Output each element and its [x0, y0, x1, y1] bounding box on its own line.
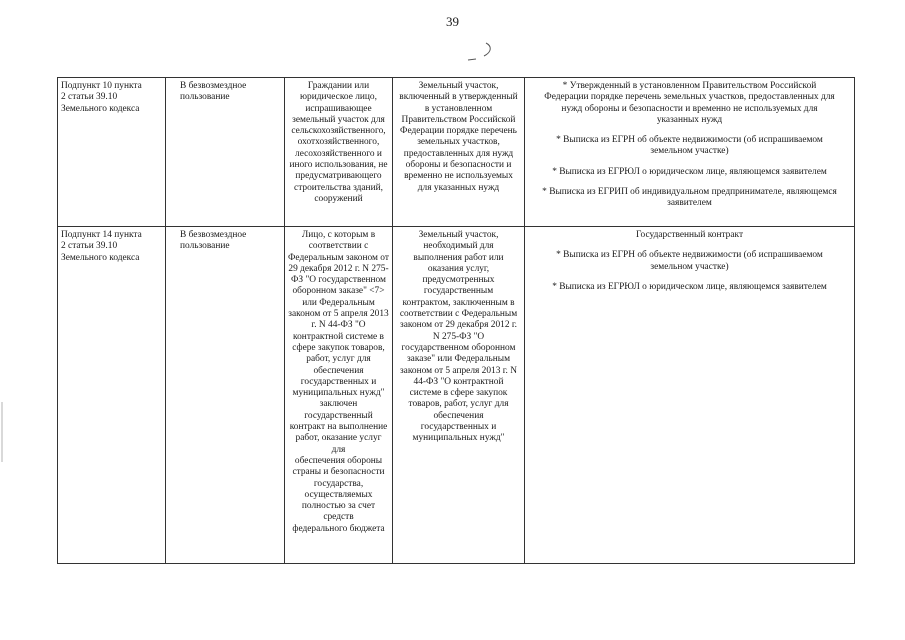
applicant-text: Граждании или юридическое лицо, испрашивающее земельный участок для сельскохозяйственного, охотхозяйственного, лесохозяйственного и иного использования, не предусматривающего строительства зданий, сооружений — [289, 81, 388, 204]
handwritten-mark — [462, 40, 502, 64]
document-item: * Выписка из ЕГРИП об индивидуальном предпринимателе, являющемся заявителем — [542, 187, 837, 209]
table-row — [58, 78, 855, 227]
page-number: 39 — [446, 14, 459, 29]
table-cell-basis — [58, 78, 166, 227]
right-type-text: В безвозмездное пользование — [180, 230, 247, 252]
table-cell-basis — [58, 227, 166, 564]
land-plot-text: Земельный участок, необходимый для выполнения работ или оказания услуг, предусмотренных государственным контрактом, заключенным в соответствии с Федеральным законом от 29 декабря 2012 г. N 275-ФЗ "О государственном оборонном заказе" или Федеральным законом от 5 апреля 2013 г. N 44-ФЗ "О контрактной системе в сфере закупок товаров, работ, услуг для обеспечения государственных и муниципальных нужд" — [399, 230, 518, 444]
table-cell-applicant — [285, 227, 393, 564]
table-cell-land-plot — [393, 78, 525, 227]
document-item: * Выписка из ЕГРЮЛ о юридическом лице, являющемся заявителем — [552, 281, 827, 292]
table-cell-documents — [525, 78, 855, 227]
land-plot-text: Земельный участок, включенный в утвержденный в установленном Правительством Российской Федерации порядке перечень земельных участков, предоставленных для нужд обороны и безопасности и временно не используемых для указанных нужд — [399, 81, 518, 193]
table-cell-applicant — [285, 78, 393, 227]
table-cell-documents — [525, 227, 855, 564]
table-cell-land-plot — [393, 227, 525, 564]
document-item: * Утвержденный в установленном Правительством Российской Федерации порядке перечень земельных участков, предоставленных для нужд обороны и безопасности и временно не используемых для указанных нужд — [544, 81, 835, 125]
basis-text: Подпункт 14 пункта 2 статьи 39.10 Земельного кодекса — [61, 230, 142, 263]
document-table — [57, 77, 855, 564]
table-cell-right-type — [166, 227, 285, 564]
scan-edge-mark — [1, 402, 3, 462]
document-item: * Выписка из ЕГРЮЛ о юридическом лице, являющемся заявителем — [552, 166, 827, 177]
right-type-text: В безвозмездное пользование — [180, 81, 247, 103]
table-cell-right-type — [166, 78, 285, 227]
document-item: Государственный контракт — [635, 230, 744, 240]
table-row — [58, 227, 855, 564]
applicant-text: Лицо, с которым в соответствии с Федеральным законом от 29 декабря 2012 г. N 275- ФЗ "О государственном оборонном заказе" <7> или Федеральным законом от 5 апреля 2013 г. N 44-ФЗ "О контрактной системе в сфере закупок товаров, работ, услуг для обеспечения государственных и муниципальных нужд" заключен государственный контракт на выполнение работ, оказание услуг для обеспечения обороны страны и безопасности государства, осуществляемых полностью за счет средств федерального бюджета — [288, 230, 389, 534]
document-item: * Выписка из ЕГРН об объекте недвижимости (об испрашиваемом земельном участке) — [556, 135, 823, 157]
document-item: * Выписка из ЕГРН об объекте недвижимости (об испрашиваемом земельном участке) — [556, 250, 823, 272]
basis-text: Подпункт 10 пункта 2 статьи 39.10 Земельного кодекса — [61, 81, 142, 114]
